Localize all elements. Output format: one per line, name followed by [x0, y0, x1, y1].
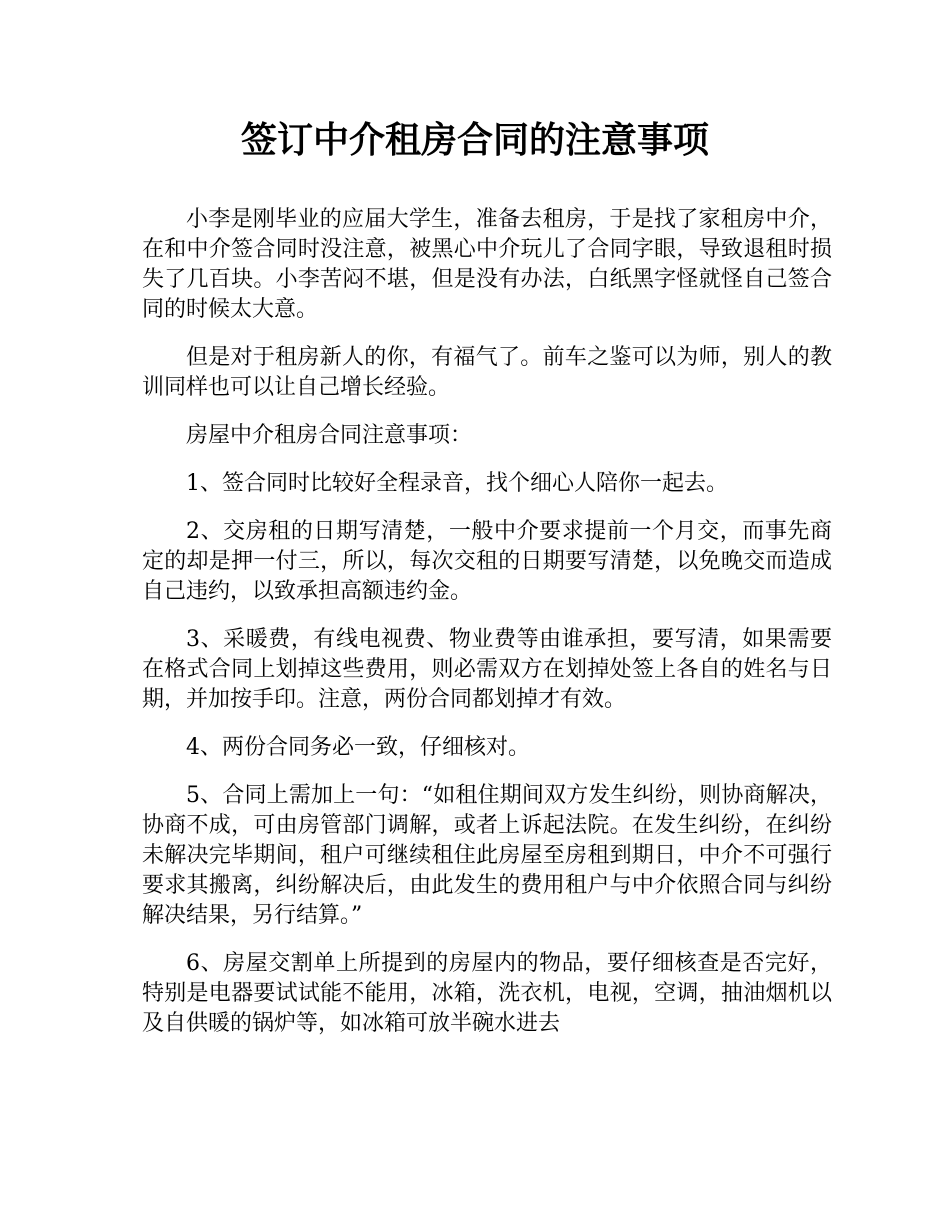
paragraph-item-3: 3、采暖费，有线电视费、物业费等由谁承担，要写清，如果需要在格式合同上划掉这些费用，则必需双方在划掉处签上各自的姓名与日期，并加按手印。注意，两份合同都划掉才有效。: [142, 627, 832, 712]
document-title: 签订中介租房合同的注意事项: [240, 120, 709, 161]
paragraph-lesson: 但是对于租房新人的你，有福气了。前车之鉴可以为师，别人的教训同样也可以让自己增长经验。: [142, 345, 832, 400]
paragraph-item-5: 5、合同上需加上一句：“如租住期间双方发生纠纷，则协商解决，协商不成，可由房管部门调解，或者上诉起法院。在发生纠纷，在纠纷未解决完毕期间，租户可继续租住此房屋至房租到期日，中介不可强行要求其搬离，纠纷解决后，由此发生的费用租户与中介依照合同与纠纷解决结果，另行结算。”: [142, 783, 832, 928]
document-body: [142, 205, 832, 1057]
paragraph-item-6: 6、房屋交割单上所提到的房屋内的物品，要仔细核查是否完好，特别是电器要试试能不能用，冰箱，洗衣机，电视，空调，抽油烟机以及自供暖的锅炉等，如冰箱可放半碗水进去: [142, 951, 832, 1036]
paragraph-notes-heading: 房屋中介租房合同注意事项：: [186, 423, 473, 448]
paragraph-item-4: 4、两份合同务必一致，仔细核对。: [186, 735, 530, 760]
paragraph-item-1: 1、签合同时比较好全程录音，找个细心人陪你一起去。: [186, 471, 728, 496]
paragraph-item-2: 2、交房租的日期写清楚，一般中介要求提前一个月交，而事先商定的却是押一付三，所以，每次交租的日期要写清楚，以免晚交而造成自己违约，以致承担高额违约金。: [142, 519, 832, 604]
paragraph-intro: 小李是刚毕业的应届大学生，准备去租房，于是找了家租房中介，在和中介签合同时没注意，被黑心中介玩儿了合同字眼，导致退租时损失了几百块。小李苦闷不堪，但是没有办法，白纸黑字怪就怪自己签合同的时候太大意。: [142, 207, 832, 322]
